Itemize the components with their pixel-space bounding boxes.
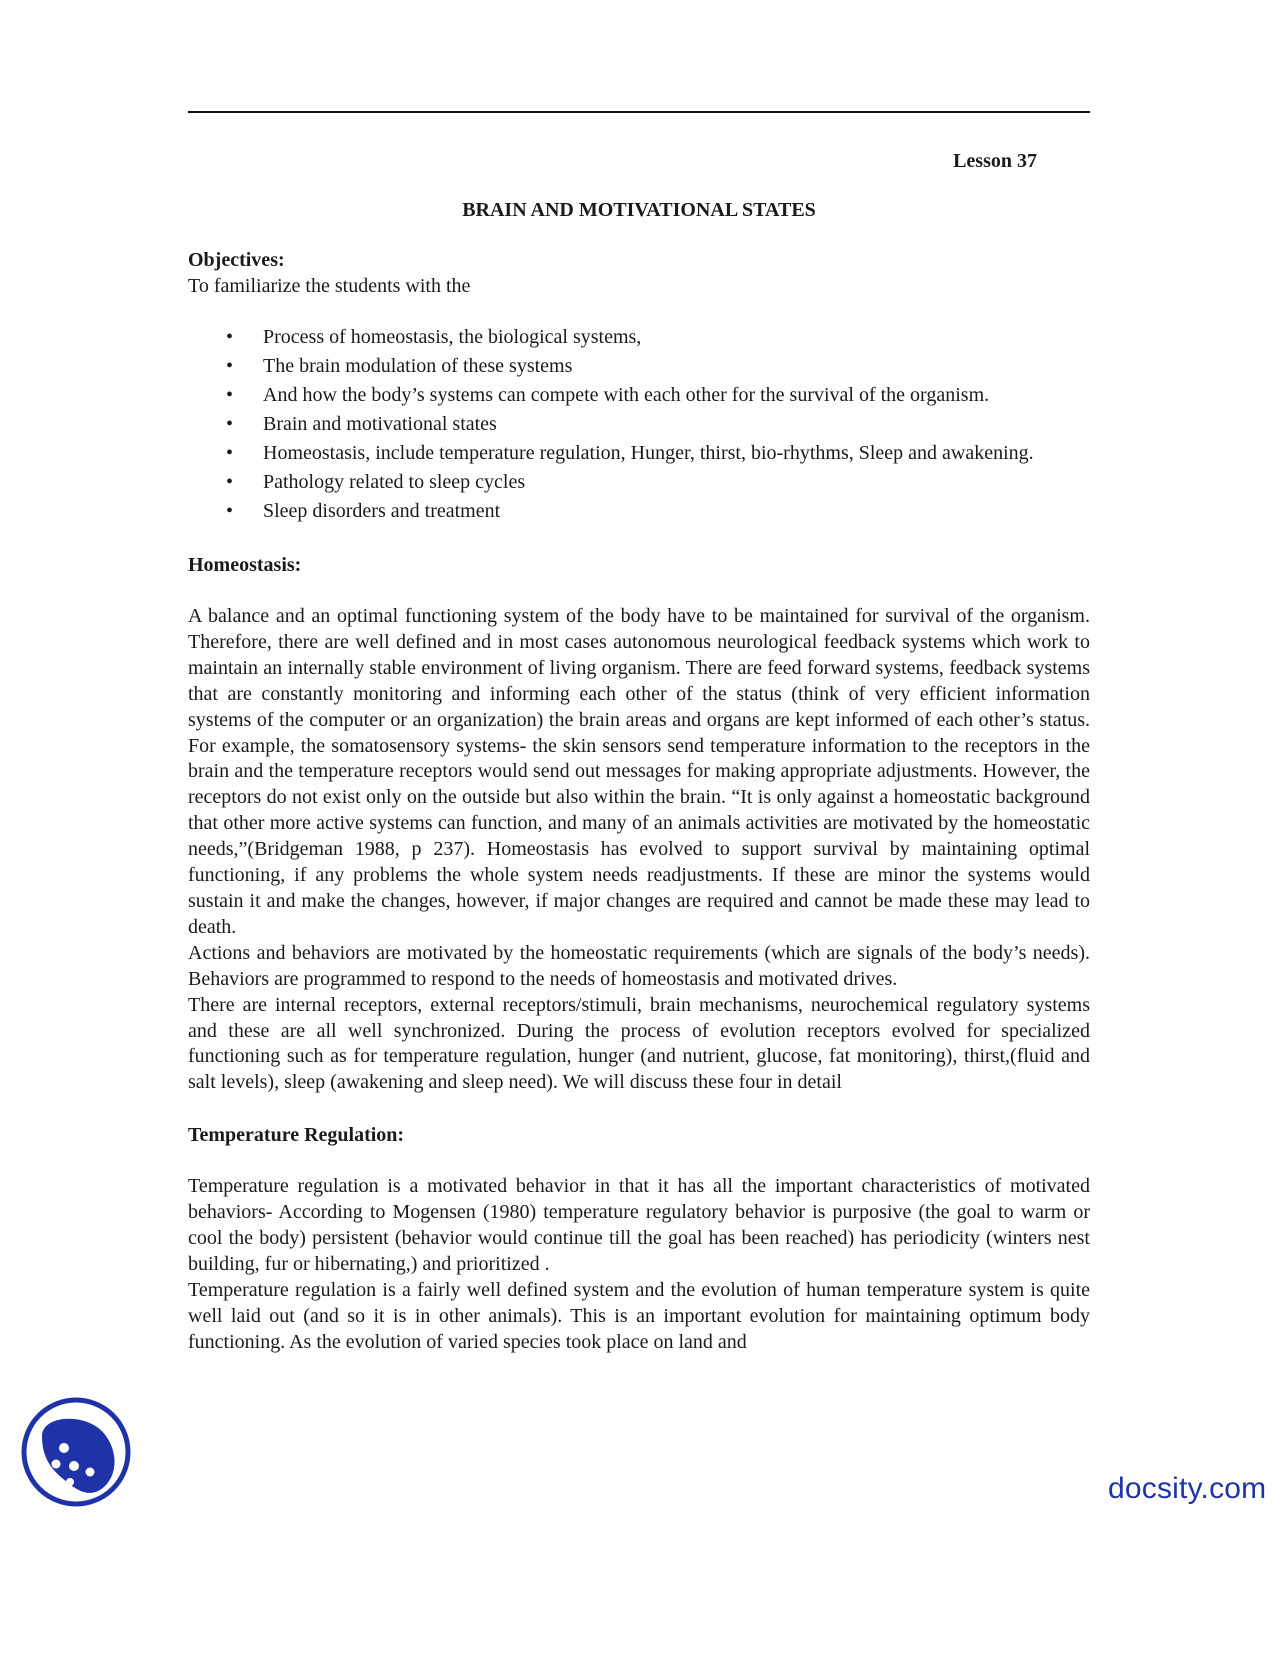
- homeostasis-paragraph-1: A balance and an optimal functioning system of the body have to be maintained for survival of the organism. Therefore, there are well defined and in most cases autonomous neurological feedback systems which work to maintain an internally stable environment of living organism. There are feed forward systems, feedback systems that are constantly monitoring and informing each other of the status (think of very efficient information systems of the computer or an organization) the brain areas and organs are kept informed of each other’s status. For example, the somatosensory systems- the skin sensors send temperature information to the receptors in the brain and the temperature receptors would send out messages for making appropriate adjustments. However, the receptors do not exist only on the outside but also within the brain. “It is only against a homeostatic background that other more active systems can function, and many of an animals activities are motivated by the homeostatic needs,”(Bridgeman 1988, p 237). Homeostasis has evolved to support survival by maintaining optimal functioning, if any problems the whole system needs readjustments. If these are minor the systems would sustain it and make the changes, however, if major changes are required and cannot be made these may lead to death.: [188, 605, 1090, 938]
- list-item: [188, 382, 1090, 408]
- list-item-text: Process of homeostasis, the biological systems,: [263, 326, 642, 348]
- docsity-brand-link[interactable]: docsity.com: [1108, 1472, 1267, 1505]
- temperature-heading: Temperature Regulation:: [188, 1124, 405, 1147]
- bullet-icon: •: [226, 471, 234, 493]
- temperature-paragraph-1: Temperature regulation is a motivated behavior in that it has all the important characteristics of motivated behaviors- According to Mogensen (1980) temperature regulatory behavior is purposive (the goal to warm or cool the body) persistent (behavior would continue till the goal has been reached) has periodicity (winters nest building, fur or hibernating,) and prioritized .: [188, 1175, 1090, 1275]
- section-spacer: [188, 578, 1090, 604]
- list-item-text: Brain and motivational states: [263, 413, 497, 435]
- list-item: [188, 498, 1090, 524]
- bullet-icon: •: [226, 355, 234, 377]
- list-item-text: Homeostasis, include temperature regulation, Hunger, thirst, bio-rhythms, Sleep and awakening.: [263, 442, 1034, 464]
- homeostasis-paragraph-2: Actions and behaviors are motivated by the homeostatic requirements (which are signals of the body’s needs). Behaviors are programmed to respond to the needs of homeostasis and motivated drives.: [188, 941, 1090, 990]
- docsity-logo-icon[interactable]: [20, 1396, 132, 1508]
- lesson-number: Lesson 37: [953, 150, 1037, 172]
- list-item: [188, 440, 1090, 466]
- list-item: [188, 411, 1090, 437]
- objectives-intro: To familiarize the students with the: [188, 275, 471, 297]
- section-spacer: [188, 1096, 1090, 1122]
- document-title: BRAIN AND MOTIVATIONAL STATES: [462, 199, 816, 221]
- objectives-list: [188, 324, 1090, 524]
- bullet-icon: •: [226, 500, 234, 522]
- document-body: [188, 148, 1090, 1356]
- list-item-text: The brain modulation of these systems: [263, 355, 573, 377]
- list-item: [188, 469, 1090, 495]
- list-item-text: And how the body’s systems can compete with each other for the survival of the organism.: [263, 384, 990, 406]
- objectives-heading: Objectives:: [188, 249, 285, 271]
- list-item: [188, 324, 1090, 350]
- section-spacer: [188, 1148, 1090, 1174]
- homeostasis-heading: Homeostasis:: [188, 554, 302, 576]
- homeostasis-paragraph-3: There are internal receptors, external receptors/stimuli, brain mechanisms, neurochemical regulatory systems and these are all well synchronized. During the process of evolution receptors evolved for specialized functioning such as for temperature regulation, hunger (and nutrient, glucose, fat monitoring), thirst,(fluid and salt levels), sleep (awakening and sleep need). We will discuss these four in detail: [188, 993, 1090, 1094]
- docsity-logo-graphic: [20, 1396, 132, 1508]
- bullet-icon: •: [226, 326, 234, 348]
- header-rule: [188, 111, 1090, 113]
- list-item-text: Sleep disorders and treatment: [263, 500, 501, 522]
- bullet-icon: •: [226, 384, 234, 406]
- bullet-icon: •: [226, 413, 234, 435]
- bullet-icon: •: [226, 442, 234, 464]
- list-item-text: Pathology related to sleep cycles: [263, 471, 526, 493]
- temperature-paragraph-2: Temperature regulation is a fairly well defined system and the evolution of human temperature system is quite well laid out (and so it is in other animals). This is an important evolution for maintaining optimum body functioning. As the evolution of varied species took place on land and: [188, 1278, 1090, 1353]
- list-item: [188, 353, 1090, 379]
